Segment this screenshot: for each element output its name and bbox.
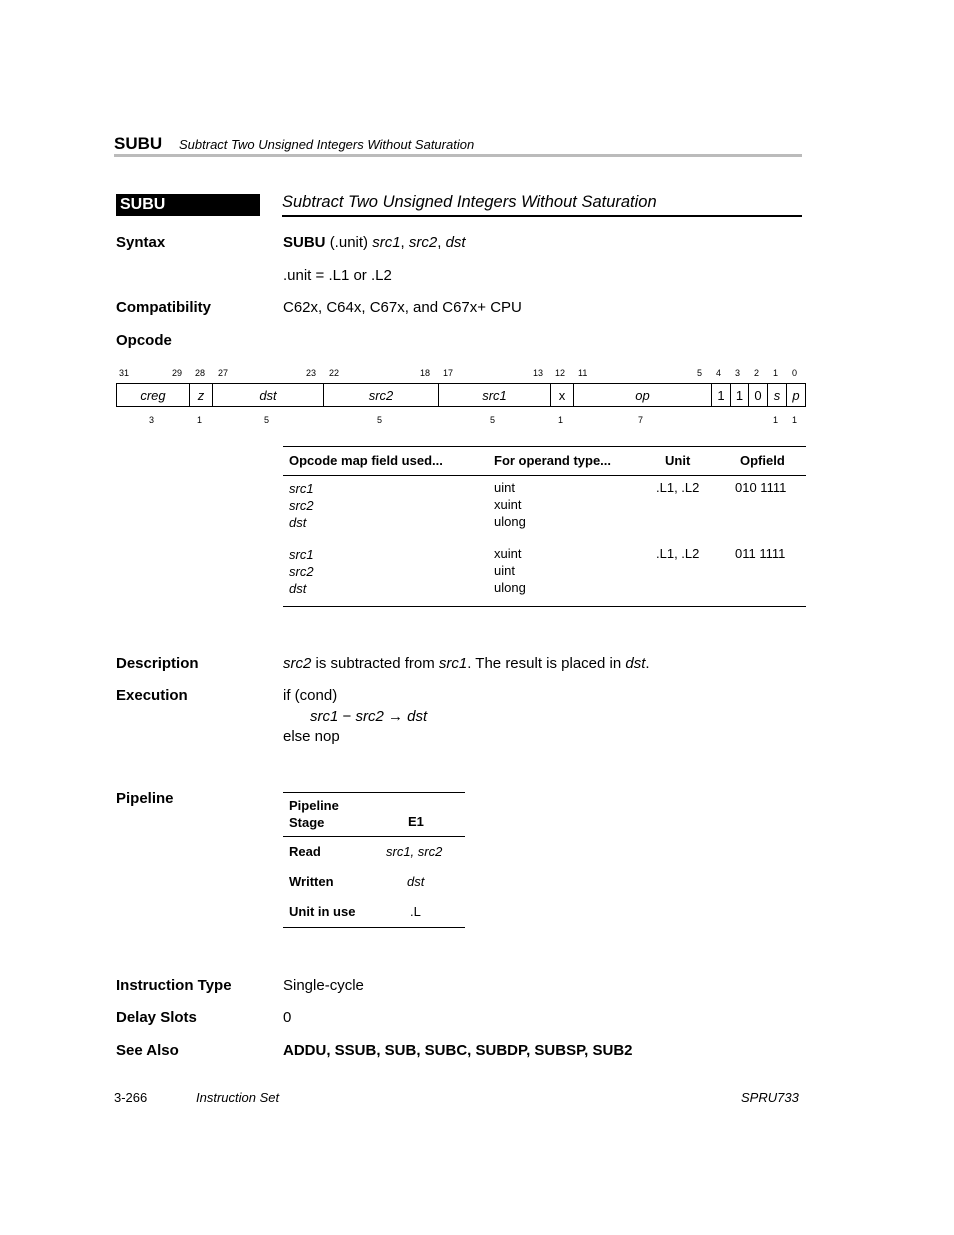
- pipeline-table-header: [283, 792, 465, 837]
- syntax-unit-line: .unit = .L1 or .L2: [283, 267, 392, 284]
- see-also-label: See Also: [116, 1042, 179, 1059]
- bit-number: 5: [697, 368, 703, 378]
- opcode-bitfield: [116, 383, 806, 407]
- opcode-field-z: z: [190, 383, 213, 407]
- field-width: 1: [197, 415, 203, 425]
- field-width: 7: [638, 415, 644, 425]
- field-width: 1: [558, 415, 564, 425]
- pipeline-row-name: Written: [289, 874, 334, 889]
- instruction-type-label: Instruction Type: [116, 977, 232, 994]
- pipeline-row-value: dst: [407, 874, 425, 889]
- running-header-mnemonic: SUBU: [114, 134, 163, 153]
- opcode-field-bit3: 1: [731, 383, 749, 407]
- bit-number: 29: [172, 368, 183, 378]
- map-field: src1: [289, 547, 314, 562]
- opcode-map-table: [283, 446, 806, 607]
- execution-part: src2: [355, 708, 384, 725]
- pipeline-row-name: Unit in use: [289, 904, 356, 919]
- map-unit: .L1, .L2: [656, 546, 700, 561]
- footer-page-number: 3-266: [114, 1090, 148, 1105]
- syntax-operand-1: src1: [372, 234, 401, 251]
- section-rule: [282, 215, 802, 217]
- pipeline-table: [283, 792, 465, 928]
- pipeline-row: [283, 837, 465, 867]
- bit-number: 3: [735, 368, 741, 378]
- pipeline-stage-header-line: Stage: [289, 815, 325, 830]
- field-width: 5: [377, 415, 383, 425]
- bit-number: 13: [533, 368, 544, 378]
- map-type: ulong: [494, 580, 526, 595]
- bit-number: 22: [329, 368, 340, 378]
- description-part: is subtracted from: [311, 655, 439, 672]
- description-part: dst: [625, 655, 646, 672]
- map-opfield: 011 1111: [735, 546, 786, 561]
- map-opfield: 010 1111: [735, 480, 787, 495]
- bit-number: 23: [306, 368, 317, 378]
- opcode-field-bit4: 1: [712, 383, 731, 407]
- section-mnemonic-box: SUBU: [116, 194, 260, 216]
- description-part: src2: [283, 655, 312, 672]
- bit-number: 12: [555, 368, 566, 378]
- bit-number: 27: [218, 368, 229, 378]
- compatibility-value: C62x, C64x, C67x, and C67x+ CPU: [283, 299, 522, 316]
- syntax-label: Syntax: [116, 234, 166, 251]
- bit-number: 2: [754, 368, 760, 378]
- description-label: Description: [116, 655, 199, 672]
- map-type: uint: [494, 480, 515, 495]
- description-text: [283, 655, 650, 672]
- execution-label: Execution: [116, 687, 188, 704]
- field-width: 1: [773, 415, 779, 425]
- map-table-header: [283, 447, 806, 476]
- map-type: xuint: [494, 497, 522, 512]
- syntax-line: SUBU (.unit) src1, src2, dst: [283, 234, 466, 251]
- pipeline-row: [283, 867, 465, 897]
- pipeline-e1-header: E1: [408, 814, 424, 829]
- map-unit: .L1, .L2: [656, 480, 700, 495]
- bit-number: 18: [420, 368, 431, 378]
- section-title: Subtract Two Unsigned Integers Without Saturation: [282, 193, 657, 211]
- delay-slots-value: 0: [283, 1009, 292, 1026]
- footer-section: Instruction Set: [196, 1090, 280, 1105]
- map-field: src2: [289, 498, 314, 513]
- execution-operation: [310, 708, 427, 725]
- map-field: dst: [289, 515, 307, 530]
- field-width: 3: [149, 415, 155, 425]
- execution-else: else nop: [283, 728, 340, 745]
- opcode-field-s: s: [768, 383, 787, 407]
- field-width: 5: [490, 415, 496, 425]
- running-header-title: Subtract Two Unsigned Integers Without Saturation: [179, 137, 475, 152]
- map-field: dst: [289, 581, 307, 596]
- opcode-field-dst: dst: [213, 383, 324, 407]
- execution-part: →: [383, 708, 408, 725]
- bit-number: 0: [792, 368, 798, 378]
- bit-number: 28: [195, 368, 206, 378]
- execution-part: dst: [407, 708, 428, 725]
- opcode-field-op: op: [574, 383, 712, 407]
- pipeline-table-end-rule: [283, 927, 465, 928]
- bit-number: 1: [773, 368, 779, 378]
- delay-slots-label: Delay Slots: [116, 1009, 197, 1026]
- bit-number: 17: [443, 368, 454, 378]
- syntax-mnemonic: SUBU: [283, 234, 326, 251]
- description-part: . The result is placed in: [467, 655, 626, 672]
- opcode-label: Opcode: [116, 332, 172, 349]
- opcode-field-src1: src1: [439, 383, 551, 407]
- field-width: 5: [264, 415, 270, 425]
- opcode-field-bit2: 0: [749, 383, 768, 407]
- bit-number: 11: [578, 368, 588, 378]
- field-width: 1: [792, 415, 798, 425]
- syntax-operand-3: dst: [445, 234, 466, 251]
- bit-number: 31: [119, 368, 130, 378]
- map-type: xuint: [494, 546, 522, 561]
- opcode-field-p: p: [787, 383, 806, 407]
- map-header-field: Opcode map field used...: [289, 453, 443, 468]
- syntax-unit: (.unit): [329, 234, 369, 251]
- pipeline-row-value: .L: [410, 904, 421, 919]
- map-field: src2: [289, 564, 314, 579]
- opcode-field-x: x: [551, 383, 574, 407]
- opcode-field-src2: src2: [324, 383, 439, 407]
- pipeline-row-name: Read: [289, 844, 321, 859]
- pipeline-row-value: src1, src2: [386, 844, 443, 859]
- see-also-value: ADDU, SSUB, SUB, SUBC, SUBDP, SUBSP, SUB2: [283, 1042, 633, 1059]
- description-part: src1: [438, 655, 468, 672]
- execution-if: if (cond): [283, 687, 338, 704]
- pipeline-row: [283, 897, 465, 927]
- pipeline-label: Pipeline: [116, 790, 174, 807]
- pipeline-stage-header: [289, 797, 339, 831]
- description-part: .: [645, 655, 650, 672]
- bit-number: 4: [716, 368, 722, 378]
- compatibility-label: Compatibility: [116, 299, 212, 316]
- map-type: ulong: [494, 514, 526, 529]
- execution-part: src1: [310, 708, 339, 725]
- opcode-field-creg: creg: [116, 383, 190, 407]
- map-field: src1: [289, 481, 314, 496]
- map-table-row: [283, 480, 806, 546]
- map-header-unit: Unit: [665, 453, 691, 468]
- execution-part: −: [338, 708, 356, 725]
- syntax-operand-2: src2: [408, 234, 438, 251]
- instruction-type-value: Single-cycle: [283, 977, 364, 994]
- map-type: uint: [494, 563, 515, 578]
- map-header-opfield: Opfield: [740, 453, 785, 468]
- header-rule: [114, 154, 802, 157]
- footer-doc-id: SPRU733: [741, 1090, 799, 1105]
- map-header-type: For operand type...: [494, 453, 612, 468]
- pipeline-stage-header-line: Pipeline: [289, 798, 339, 813]
- map-table-row: [283, 546, 806, 606]
